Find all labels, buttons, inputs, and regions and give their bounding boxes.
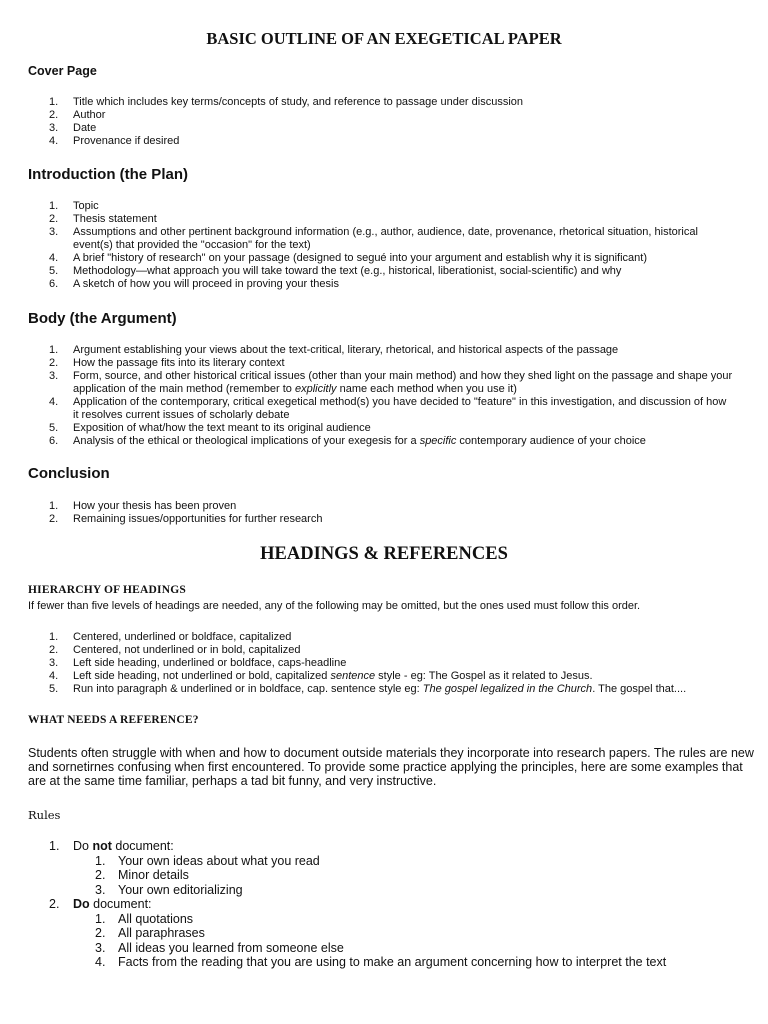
list-item: 4. A brief "history of research" on your passage (designed to segué into your argument and establish why it is significant) bbox=[49, 252, 648, 264]
sub-list bbox=[73, 854, 666, 898]
list-item: 3. Form, source, and other historical critical issues (other than your main method) and how they shed light on the passage and shape your application of the main method (remember to explicitly name each method when you use it) bbox=[49, 370, 733, 395]
cover-list bbox=[28, 96, 523, 148]
list-item: 1. How your thesis has been proven bbox=[49, 500, 237, 512]
list-item: 1. Argument establishing your views about the text-critical, literary, rhetorical, and historical aspects of the passage bbox=[49, 344, 619, 356]
conclusion-list bbox=[28, 500, 322, 526]
list-item: 5. Run into paragraph & underlined or in boldface, cap. sentence style eg: The gospel legalized in the Church. The gospel that.... bbox=[49, 683, 687, 695]
list-item: 2. Remaining issues/opportunities for further research bbox=[49, 513, 323, 525]
list-item: 1. All quotations bbox=[95, 911, 194, 926]
list-item: 1. Centered, underlined or boldface, capitalized bbox=[49, 631, 292, 643]
list-item: 3. Date bbox=[49, 122, 97, 134]
list-item: 2. How the passage fits into its literary context bbox=[49, 357, 285, 369]
reference-heading: WHAT NEEDS A REFERENCE? bbox=[28, 714, 199, 726]
body-heading: Body (the Argument) bbox=[28, 310, 177, 327]
sub-list bbox=[73, 912, 666, 970]
conclusion-heading: Conclusion bbox=[28, 465, 110, 482]
list-item: 4. Left side heading, not underlined or bold, capitalized sentence style - eg: The Gospel as it related to Jesus. bbox=[49, 670, 593, 682]
rules-list bbox=[28, 839, 666, 970]
headings-references-title: HEADINGS & REFERENCES bbox=[260, 544, 508, 564]
list-item: 1. Your own ideas about what you read bbox=[95, 853, 320, 868]
list-item: 3. All ideas you learned from someone else bbox=[95, 940, 344, 955]
list-item: 2. Centered, not underlined or in bold, capitalized bbox=[49, 644, 301, 656]
hierarchy-heading: HIERARCHY OF HEADINGS bbox=[28, 584, 186, 596]
reference-paragraph: Students often struggle with when and how to document outside materials they incorporate into research papers. The rules are new and sornetirnes confusing when first encountered. To provide some practice applying the principles, here are some examples that are at the same time familiar, perhaps a tad bit funny, and very instructive. bbox=[28, 746, 754, 788]
list-item: 2. Minor details bbox=[95, 868, 189, 882]
list-item: 4. Facts from the reading that you are using to make an argument concerning how to interpret the text bbox=[95, 955, 667, 969]
list-item: 1. Title which includes key terms/concepts of study, and reference to passage under discussion bbox=[49, 96, 524, 108]
hierarchy-intro: If fewer than five levels of headings are needed, any of the following may be omitted, but the ones used must follow this order. bbox=[28, 600, 641, 612]
list-item: 5. Exposition of what/how the text meant to its original audience bbox=[49, 422, 371, 434]
list-item: 2. Thesis statement bbox=[49, 213, 157, 225]
list-item: 6. Analysis of the ethical or theological implications of your exegesis for a specific contemporary audience of your choice bbox=[49, 435, 646, 447]
rules-label: Rules bbox=[28, 808, 61, 822]
body-list bbox=[28, 344, 732, 448]
introduction-list bbox=[28, 200, 698, 291]
list-item: 4. Provenance if desired bbox=[49, 135, 180, 147]
list-item: 2. Do document: 1. All quotations 2. All paraphrases 3. All ideas you learned from someone else 4. Facts from the reading that you are using to make an argument concerning how to interpret the text bbox=[49, 897, 667, 969]
list-item: 2. Author bbox=[49, 109, 106, 121]
introduction-heading: Introduction (the Plan) bbox=[28, 166, 188, 183]
cover-heading: Cover Page bbox=[28, 64, 97, 78]
list-item: 3. Assumptions and other pertinent background information (e.g., author, audience, date, provenance, rhetorical situation, historical event(s) that provided the "occasion" for the text) bbox=[49, 226, 698, 251]
page-title: BASIC OUTLINE OF AN EXEGETICAL PAPER bbox=[206, 29, 562, 48]
list-item: 1. Topic bbox=[49, 200, 99, 212]
list-item: 2. All paraphrases bbox=[95, 926, 205, 940]
list-item: 4. Application of the contemporary, critical exegetical method(s) you have decided to "feature" in this investigation, and discussion of how it resolves current issues of scholarly debate bbox=[49, 396, 727, 421]
list-item: 6. A sketch of how you will proceed in proving your thesis bbox=[49, 278, 339, 290]
list-item: 3. Your own editorializing bbox=[95, 882, 243, 897]
list-item: 5. Methodology—what approach you will take toward the text (e.g., historical, liberationist, social-scientific) and why bbox=[49, 265, 622, 277]
list-item: 1. Do not document: 1. Your own ideas about what you read 2. Minor details 3. Your own editorializing bbox=[28, 839, 666, 897]
list-item: 3. Left side heading, underlined or boldface, caps-headline bbox=[49, 657, 347, 669]
hierarchy-list bbox=[28, 631, 686, 696]
